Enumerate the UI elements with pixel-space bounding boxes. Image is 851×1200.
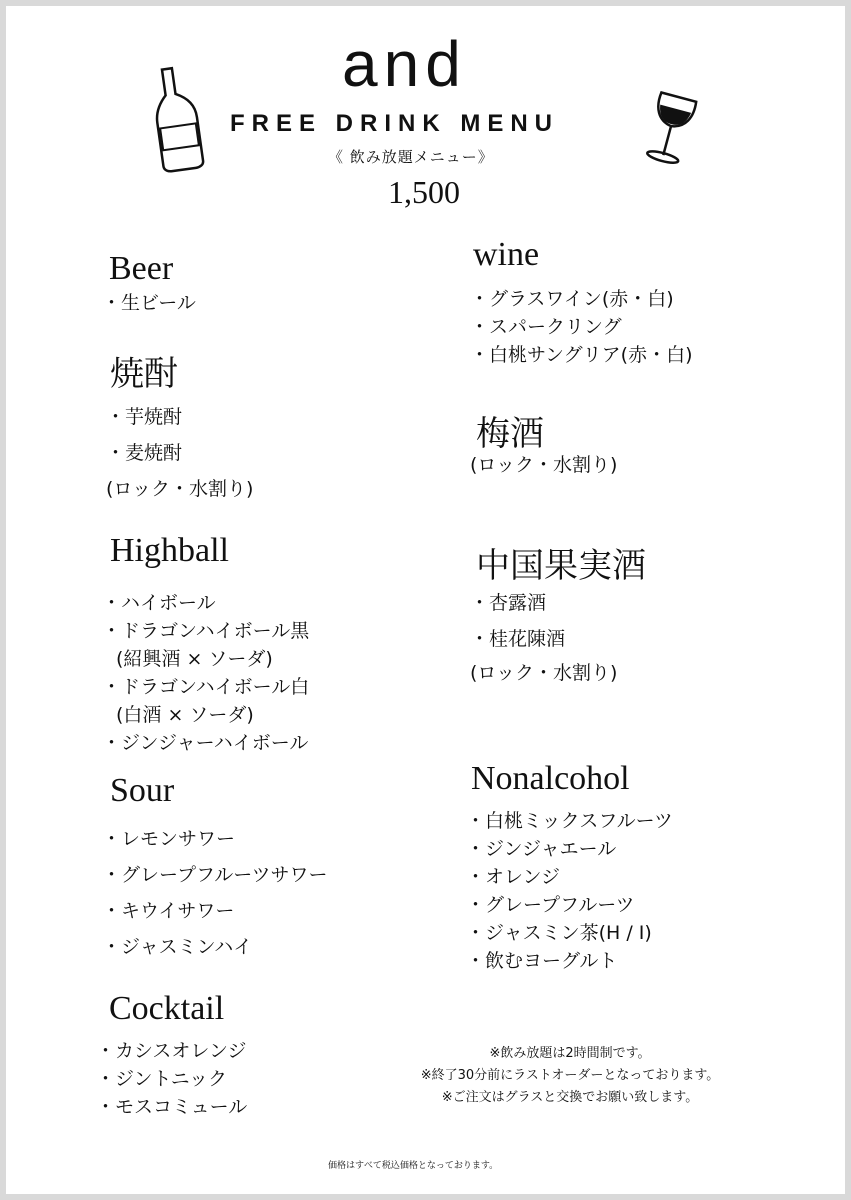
brand-logo: and (342, 28, 467, 100)
menu-item: ・グレープフルーツサワー (102, 864, 328, 886)
menu-item: ・ドラゴンハイボール白 (102, 676, 310, 698)
section-heading-highball: Highball (110, 532, 229, 569)
menu-item: ・ジャスミン茶(H / I) (466, 922, 652, 944)
menu-item-detail: (紹興酒 × ソーダ) (116, 648, 273, 670)
menu-item: ・カシスオレンジ (96, 1040, 247, 1062)
menu-item: ・芋焼酎 (106, 406, 183, 428)
notice-line: ※飲み放題は2時間制です。 (489, 1046, 651, 1061)
section-heading-chinese-fruit-liquor: 中国果実酒 (476, 548, 646, 585)
menu-item: ・麦焼酎 (106, 442, 183, 464)
menu-item: ・キウイサワー (102, 900, 235, 922)
wine-bottle-icon (151, 64, 211, 174)
section-heading-nonalcohol: Nonalcohol (471, 760, 630, 797)
menu-item: ・飲むヨーグルト (466, 950, 618, 972)
menu-note: (ロック・水割り) (470, 662, 618, 684)
notice-line: ※終了30分前にラストオーダーとなっております。 (420, 1068, 720, 1083)
section-heading-sour: Sour (110, 772, 175, 809)
section-heading-cocktail: Cocktail (109, 990, 225, 1027)
section-heading-shochu: 焼酎 (110, 356, 178, 393)
menu-item: ・ジンジャエール (466, 838, 617, 860)
menu-item: ・ハイボール (102, 592, 216, 614)
menu-item: ・杏露酒 (470, 592, 547, 614)
price: 1,500 (388, 174, 460, 210)
menu-title: FREE DRINK MENU (230, 110, 560, 137)
menu-item: ・生ビール (102, 292, 196, 314)
notice-line: ※ご注文はグラスと交換でお願い致します。 (441, 1090, 699, 1105)
menu-item: ・レモンサワー (102, 828, 236, 850)
section-heading-umeshu: 梅酒 (476, 416, 544, 453)
menu-item: ・モスコミュール (96, 1096, 248, 1118)
menu-page (6, 6, 845, 1194)
menu-subtitle: 《 飲み放題メニュー》 (328, 148, 494, 166)
menu-item: ・オレンジ (466, 866, 561, 888)
menu-note: (ロック・水割り) (470, 454, 618, 476)
menu-item: ・桂花陳酒 (470, 628, 566, 650)
menu-item: ・グレープフルーツ (466, 894, 635, 916)
menu-item: ・スパークリング (470, 316, 622, 338)
menu-item-detail: (白酒 × ソーダ) (116, 704, 254, 726)
tax-note-footer: 価格はすべて税込価格となっております。 (328, 1161, 499, 1171)
menu-item: ・白桃サングリア(赤・白) (470, 344, 693, 366)
wine-glass-icon (638, 90, 702, 170)
menu-note: (ロック・水割り) (106, 478, 254, 500)
section-heading-beer: Beer (109, 250, 174, 287)
menu-item: ・ジンジャーハイボール (102, 732, 309, 754)
menu-item: ・グラスワイン(赤・白) (470, 288, 674, 310)
menu-item: ・ジントニック (96, 1068, 228, 1090)
menu-item: ・ドラゴンハイボール黒 (102, 620, 310, 642)
section-heading-wine: wine (473, 236, 540, 273)
menu-item: ・白桃ミックスフルーツ (466, 810, 673, 832)
menu-item: ・ジャスミンハイ (102, 936, 253, 958)
